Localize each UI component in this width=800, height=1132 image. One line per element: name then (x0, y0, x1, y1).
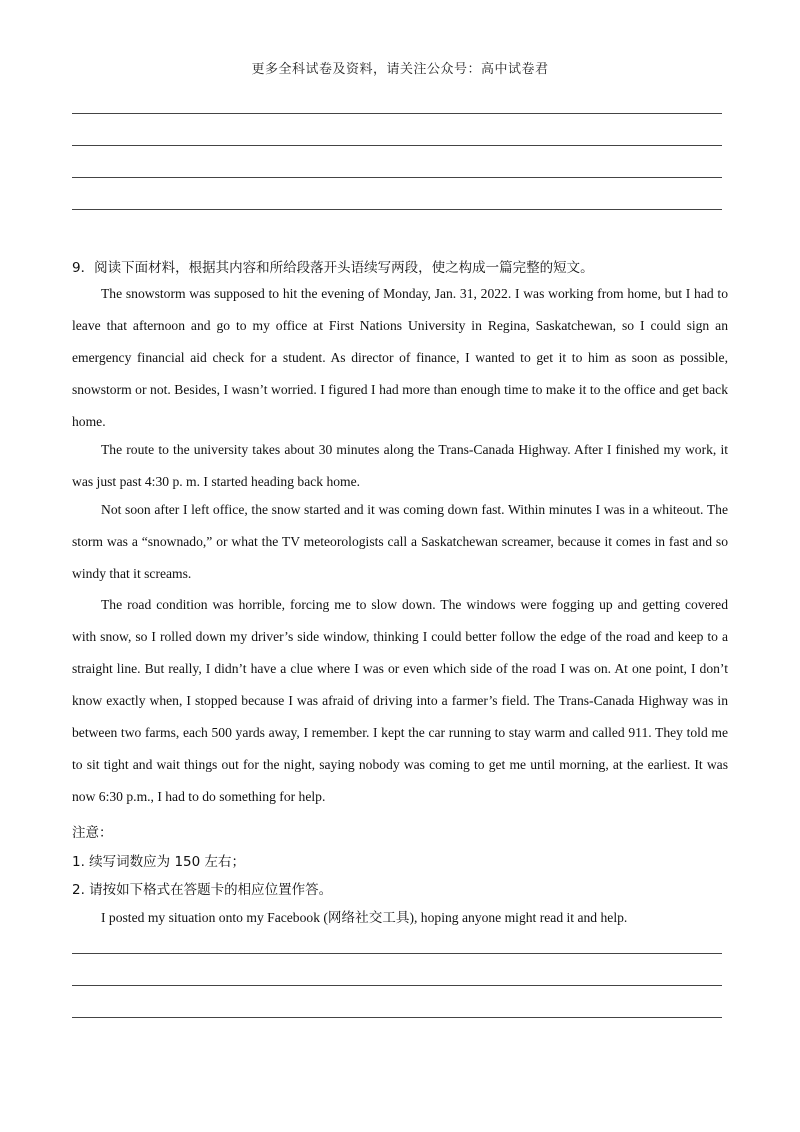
question-instruction: 9．阅读下面材料，根据其内容和所给段落开头语续写两段，使之构成一篇完整的短文。 (72, 260, 594, 276)
notes-title: 注意： (72, 825, 113, 841)
passage-paragraph (72, 589, 728, 813)
notes-item: 2. 请按如下格式在答题卡的相应位置作答。 (72, 882, 333, 898)
answer-line (72, 985, 722, 986)
paragraph-text: Not soon after I left office, the snow started and it was coming down fast. Within minutes I was in a whiteout. The storm was a “snownado,” or what the TV meteorologists call a Saskatchewan screamer, because it comes in fast and so windy that it screams. (72, 502, 728, 581)
answer-line (72, 145, 722, 146)
answer-line (72, 953, 722, 954)
passage-paragraph (72, 434, 728, 498)
passage-paragraph (72, 494, 728, 590)
answer-line (72, 177, 722, 178)
answer-line (72, 209, 722, 210)
answer-line (72, 113, 722, 114)
page-header-watermark: 更多全科试卷及资料，请关注公众号：高中试卷君 (251, 62, 549, 77)
answer-line (72, 1017, 722, 1018)
paragraph-text: The snowstorm was supposed to hit the evening of Monday, Jan. 31, 2022. I was working from home, but I had to leave that afternoon and go to my office at First Nations University in Regina, Saskatchewan, so I could sign an emergency financial aid check for a student. As director of finance, I wanted to get it to him as soon as possible, snowstorm or not. Besides, I wasn’t worried. I figured I had more than enough time to make it to the office and get back home. (72, 286, 728, 429)
passage-paragraph (72, 278, 728, 438)
notes-item: 1. 续写词数应为 150 左右； (72, 854, 246, 870)
paragraph-text: The road condition was horrible, forcing me to slow down. The windows were fogging up and getting covered with snow, so I rolled down my driver’s side window, thinking I could better follow the edge of the road and keep to a straight line. But really, I didn’t have a clue where I was or even which side of the road I was on. At one point, I don’t know exactly when, I stopped because I was afraid of driving into a farmer’s field. The Trans-Canada Highway was in between two farms, each 500 yards away, I remember. I kept the car running to stay warm and called 911. They told me to sit tight and wait things out for the night, saying nobody was coming to get me until morning, at the earliest. It was now 6:30 p.m., I had to do something for help. (72, 597, 728, 804)
paragraph-text: The route to the university takes about 30 minutes along the Trans-Canada Highway. After I finished my work, it was just past 4:30 p. m. I started heading back home. (72, 442, 728, 489)
continuation-opening-sentence: I posted my situation onto my Facebook (网络社交工具), hoping anyone might read it and help. (101, 910, 628, 925)
